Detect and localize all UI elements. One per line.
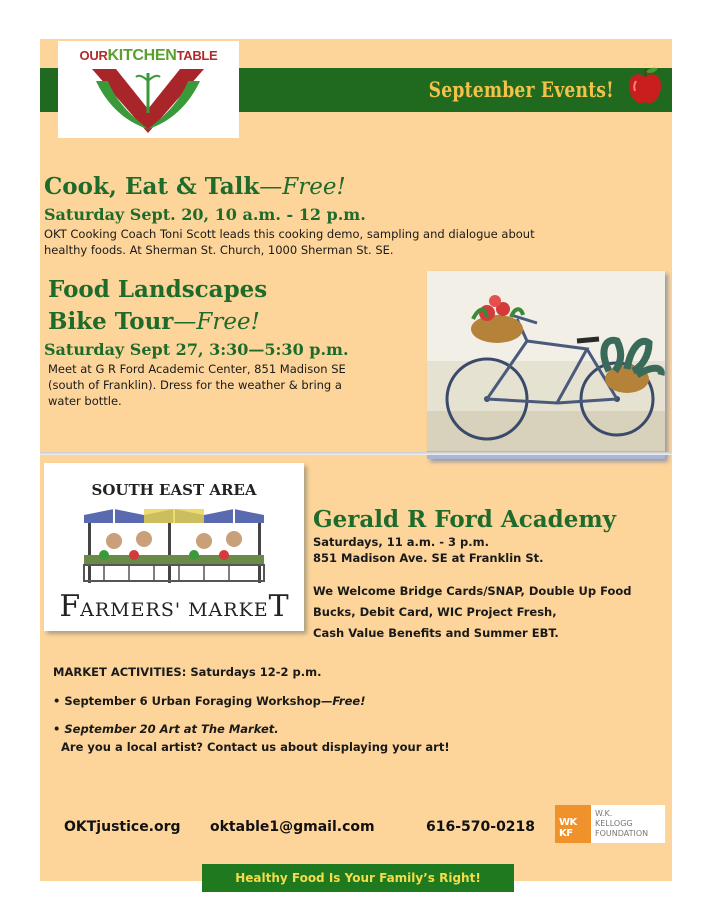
email-link[interactable]: oktable1@gmail.com [210,819,375,835]
website-link[interactable]: OKTjustice.org [64,819,181,835]
logo-chevron-icon [88,67,208,135]
flyer-background [40,39,672,881]
event2-description-line3: water bottle. [48,394,122,408]
market-venue: Gerald R Ford Academy [313,506,617,533]
kellogg-logo-mark: WK KF [555,805,591,843]
market-hours: Saturdays, 11 a.m. - 3 p.m. [313,535,489,549]
bullet-icon: • [53,722,65,736]
market-address: 851 Madison Ave. SE at Franklin St. [313,551,544,565]
activity-item-1: • September 6 Urban Foraging Workshop—Free! [53,694,366,708]
event1-description-line1: OKT Cooking Coach Toni Scott leads this cooking demo, sampling and dialogue about [44,227,535,241]
event2-description-line2: (south of Franklin). Dress for the weather & bring a [48,378,342,392]
logo-wordmark: OURKITCHENTABLE [79,47,218,64]
event1-description-line2: healthy foods. At Sherman St. Church, 1000 Sherman St. SE. [44,243,394,257]
bicycle-icon [427,271,665,459]
market-sign-line2: FARMERS' MARKET [59,589,289,624]
kellogg-foundation-logo [555,805,665,843]
farmers-market-sign [44,463,304,631]
event2-description-line1: Meet at G R Ford Academic Center, 851 Madison SE [48,362,346,376]
bicycle-illustration [427,271,665,459]
banner-title: September Events! [428,77,614,102]
phone-number: 616-570-0218 [426,819,536,835]
tagline-banner: Healthy Food Is Your Family’s Right! [202,864,514,892]
event2-title-line1: Food Landscapes [48,276,268,303]
market-sign-line1: SOUTH EAST AREA [91,481,257,499]
event1-title: Cook, Eat & Talk—Free! [44,173,346,200]
market-stalls-icon [74,505,274,585]
activities-heading: MARKET ACTIVITIES: Saturdays 12-2 p.m. [53,665,322,679]
market-welcome-line3: Cash Value Benefits and Summer EBT. [313,626,559,640]
activity-item-2-subtext: Are you a local artist? Contact us about displaying your art! [61,740,450,754]
event2-title-line2: Bike Tour—Free! [48,308,260,335]
kellogg-wordmark: W.K. KELLOGG FOUNDATION [595,809,649,838]
activity-item-2: • September 20 Art at The Market. [53,722,279,736]
our-kitchen-table-logo [58,41,239,138]
market-welcome-line2: Bucks, Debit Card, WIC Project Fresh, [313,605,557,619]
apple-icon [626,65,664,107]
market-welcome-line1: We Welcome Bridge Cards/SNAP, Double Up Food [313,584,632,598]
bullet-icon: • [53,694,65,708]
event1-date: Saturday Sept. 20, 10 a.m. - 12 p.m. [44,205,366,224]
section-divider [40,452,672,455]
event2-date: Saturday Sept 27, 3:30—5:30 p.m. [44,340,349,359]
